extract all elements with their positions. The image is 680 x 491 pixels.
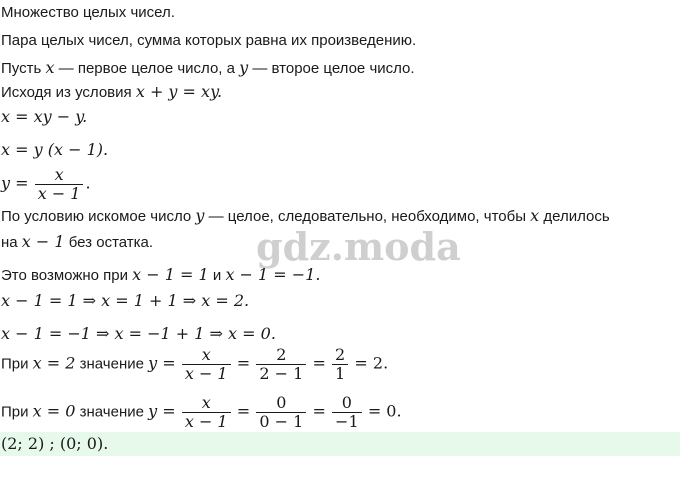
line-11: x − 1 = 1 ⇒ x = 1 + 1 ⇒ x = 2. — [1, 291, 250, 310]
line-12: x − 1 = −1 ⇒ x = −1 + 1 ⇒ x = 0. — [1, 324, 276, 343]
answer-text: (2; 2) ; (0; 0). — [1, 434, 109, 453]
line-14: При x = 0 значение y = $\frac{x}{x - 1}$ = $\frac{0}{0 - 1}$ = $\frac{0}{-1}$ = 0. — [1, 393, 402, 431]
fraction: $\frac{0}{0 - 1}$ — [256, 394, 306, 431]
line-5: x = xy − y. — [1, 107, 88, 126]
answer-box — [0, 432, 680, 456]
watermark: gdz.moda — [256, 224, 461, 269]
fraction: $\frac{x}{x - 1}$ — [182, 394, 231, 431]
line-10: Это возможно при x − 1 = 1 и x − 1 = −1. — [1, 265, 321, 284]
line-2: Пара целых чисел, сумма которых равна их произведению. — [1, 32, 417, 49]
fraction: $\frac{0}{-1}$ — [332, 394, 362, 431]
fraction: $\frac{2}{2 - 1}$ — [256, 346, 306, 383]
line-6: x = y (x − 1). — [1, 140, 109, 159]
line-3: Пусть x — первое целое число, а y — второе целое число. — [1, 58, 415, 77]
fraction: $\frac{x}{x - 1}$ — [35, 166, 84, 203]
fraction: $\frac{2}{1}$ — [332, 346, 348, 383]
line-13: При x = 2 значение y = $\frac{x}{x - 1}$ = $\frac{2}{2 - 1}$ = $\frac{2}{1}$ = 2. — [1, 345, 389, 383]
line-1: Множество целых чисел. — [1, 4, 175, 21]
line-4: Исходя из условия x + y = xy. — [1, 82, 223, 101]
line-9: на x − 1 без остатка. — [1, 232, 154, 251]
fraction: $\frac{x}{x - 1}$ — [182, 346, 231, 383]
line-7: y = $\frac{x}{x - 1}$ . — [1, 165, 91, 203]
line-8: По условию искомое число y — целое, следовательно, необходимо, чтобы x делилось — [1, 206, 610, 225]
